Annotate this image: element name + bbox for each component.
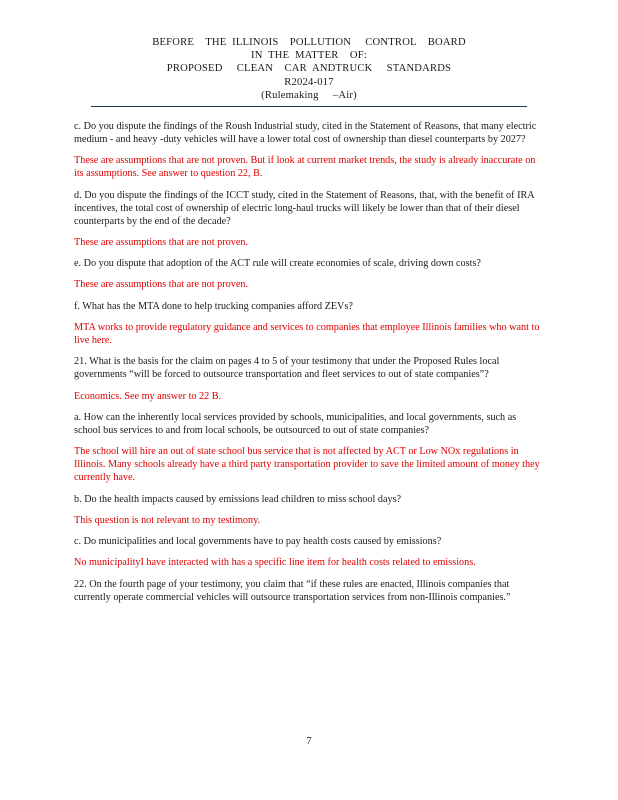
question-c-roush: c. Do you dispute the findings of the Roush Industrial study, cited in the Statement of Reasons, that many electric medium - and heavy -duty vehicles will have a lower total cost of ownership than diesel counterparts by 2027? <box>74 121 537 145</box>
question-21-outsourcing: 21. What is the basis for the claim on pages 4 to 5 of your testimony that under the Proposed Rules local governments “will be forced to outsource transportation and fleet services to out of state companies”? <box>74 356 500 381</box>
answer-f-mta: MTA works to provide regulatory guidance and services to companies that employee Illinois families who want to live here. <box>74 322 540 347</box>
header-matter-line: IN THE MATTER OF: <box>250 50 368 62</box>
question-21c-health-costs: c. Do municipalities and local governments have to pay health costs caused by emissions? <box>74 536 442 548</box>
answer-21-outsourcing: Economics. See my answer to 22 B. <box>74 390 222 402</box>
answer-c-roush: These are assumptions that are not proven. But if look at current market trends, the study is already inaccurate on its assumptions. See answer to question 22, B. <box>74 155 536 180</box>
question-22-fourth-page: 22. On the fourth page of your testimony, you claim that “if these rules are enacted, Illinois companies that currently operate commercial vehicles will outsource transportation services from non-Illinois companies.” <box>74 578 511 603</box>
answer-21b-school-days: This question is not relevant to my testimony. <box>74 514 261 526</box>
answer-21a-local-services: The school will hire an out of state school bus service that is not affected by ACT or Low NOx regulations in Illinois. Many schools already have a third party transportation provider to save the limited amount of money they currently have. <box>74 446 540 484</box>
header-title-line: BEFORE THE ILLINOIS POLLUTION CONTROL BOARD <box>152 37 466 48</box>
page-number: 7 <box>306 736 312 747</box>
header-docket-number: R2024-017 <box>284 76 334 88</box>
question-e-economies: e. Do you dispute that adoption of the ACT rule will create economies of scale, driving down costs? <box>74 258 481 270</box>
answer-d-icct: These are assumptions that are not proven. <box>74 236 248 248</box>
answer-21c-health-costs: No municipalityI have interacted with has a specific line item for health costs related to emissions. <box>74 557 476 569</box>
answer-e-economies: These are assumptions that are not proven. <box>74 279 248 291</box>
document-body <box>74 120 544 612</box>
header-rulemaking-type: (Rulemaking –Air) <box>261 89 357 101</box>
document-header <box>0 36 618 102</box>
question-f-mta: f. What has the MTA done to help trucking companies afford ZEVs? <box>74 300 353 312</box>
question-21a-local-services: a. How can the inherently local services provided by schools, municipalities, and local governments, such as school bus services to and from local schools, be outsourced to out of state companies? <box>74 411 517 436</box>
header-proposal-line: PROPOSED CLEAN CAR ANDTRUCK STANDARDS <box>166 63 452 75</box>
question-21b-school-days: b. Do the health impacts caused by emissions lead children to miss school days? <box>74 493 402 505</box>
header-divider <box>91 106 527 107</box>
question-d-icct: d. Do you dispute the findings of the ICCT study, cited in the Statement of Reasons, that, with the benefit of IRA incentives, the total cost of ownership of electric long-haul trucks will likely be lower than that of their diesel counterparts by the end of the decade? <box>74 189 535 227</box>
